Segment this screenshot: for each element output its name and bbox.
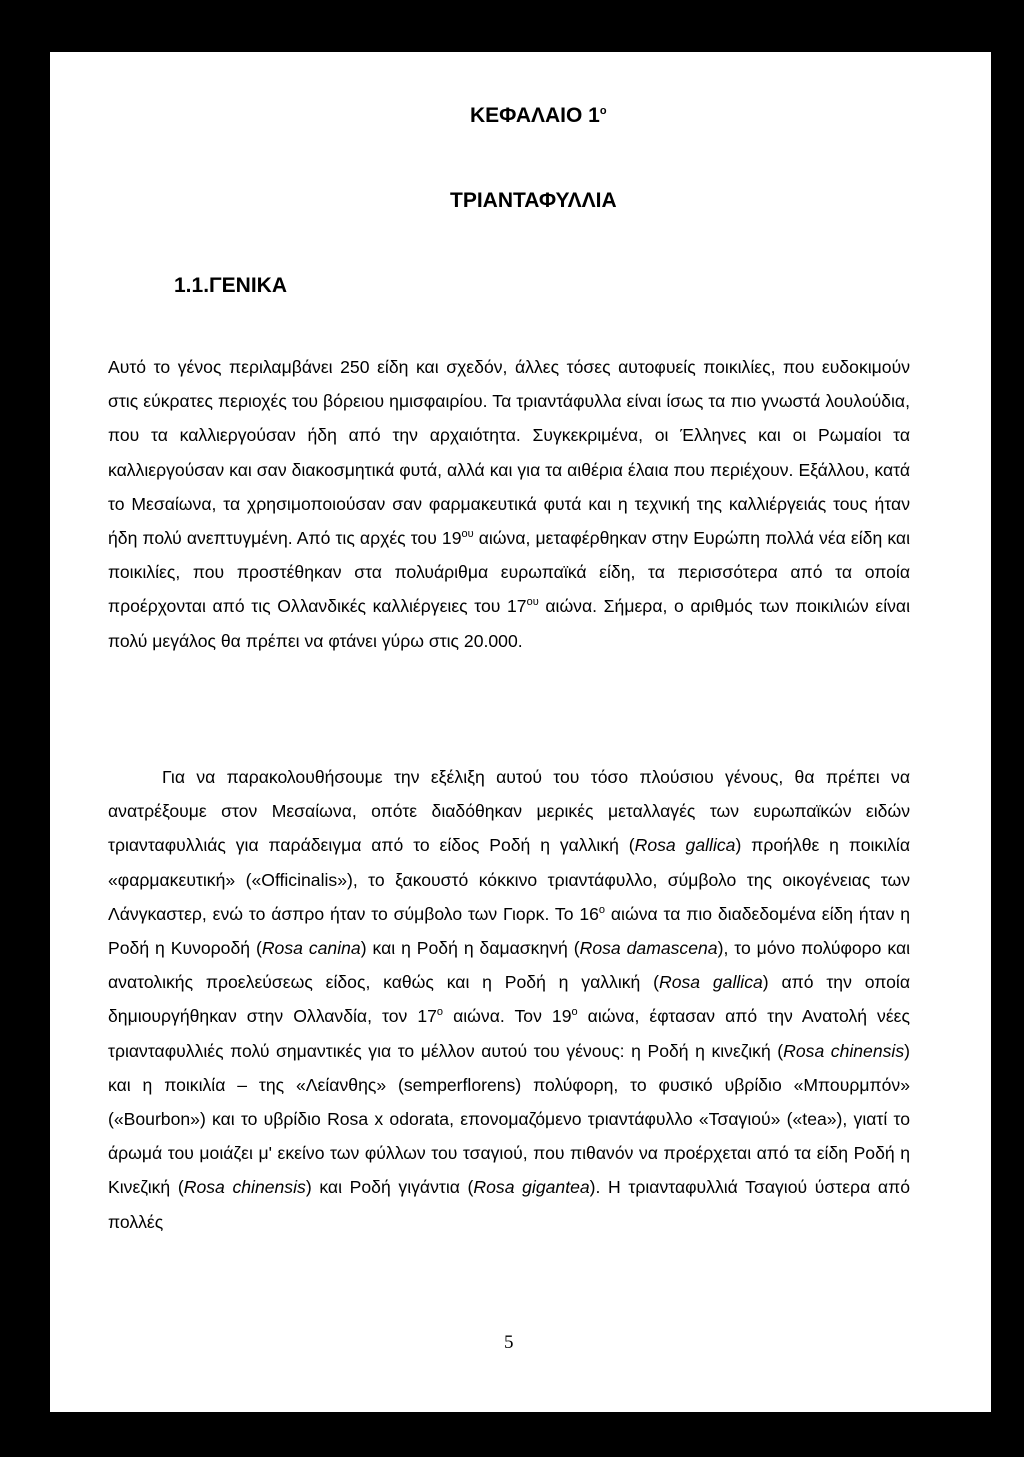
ordinal-superscript: ου (461, 528, 474, 541)
text-run: ). Η τριανταφυλλιά Τσαγιού ύστερα από πολλές (108, 1177, 910, 1232)
text-run: ) προήλθε η ποικιλία «φαρμακευτική» («Officinalis»), το ξακουστό κόκκινο τριαντάφυλλο, σύμβολο της οικογένειας των Λάνγκαστερ, ενώ το άσπρο ήταν το σύμβολο των Γιορκ. Το 16 (108, 835, 910, 924)
latin-species-name: Rosa damascena (579, 938, 718, 959)
latin-species-name: Rosa canina (261, 938, 361, 959)
text-run: ) και η Ροδή η δαμασκηνή ( (360, 938, 580, 959)
latin-species-name: Rosa chinensis (183, 1177, 306, 1198)
chapter-heading (470, 104, 607, 128)
text-run: αιώνα, μεταφέρθηκαν στην Ευρώπη πολλά νέα είδη και ποικιλίες, που προστέθηκαν στα πολυάριθμα ευρωπαϊκά είδη, τα περισσότερα από τα οποία προέρχονται από τις Ολλανδικές καλλιέργειες του 17 (108, 528, 910, 617)
text-run: ) και η ποικιλία – της «Λείανθης» (semperflorens) πολύφορη, το φυσικό υβρίδιο «Μπουρμπόν» («Bourbon») και το υβρίδιο Rosa x odorata, επονομαζόμενο τριαντάφυλλο «Τσαγιού» («tea»), γιατί το άρωμά του μοιάζει μ' εκείνο των φύλλων του τσαγιού, που πιθανόν να προέρχεται από τα είδη Ροδή η Κινεζική ( (108, 1040, 910, 1198)
ordinal-superscript: ο (571, 1006, 578, 1019)
ordinal-superscript: ο (598, 903, 606, 916)
paragraph-2 (108, 760, 910, 1239)
page-title: ΤΡΙΑΝΤΑΦΥΛΛΙΑ (450, 189, 617, 212)
ordinal-superscript: ου (526, 596, 539, 609)
ordinal-superscript: ο (436, 1006, 444, 1019)
text-run: Για να παρακολουθήσουμε την εξέλιξη αυτού του τόσο πλούσιου γένους, θα πρέπει να ανατρέξουμε στον Μεσαίωνα, οπότε διαδόθηκαν μερικές μεταλλαγές των ευρωπαϊκών ειδών τριανταφυλλιάς για παράδειγμα από το είδος Ροδή η γαλλική ( (108, 767, 910, 856)
text-run: ) από την οποία δημιουργήθηκαν στην Ολλανδία, τον 17 (108, 972, 910, 1027)
latin-species-name: Rosa gigantea (473, 1177, 590, 1198)
chapter-label: ΚΕΦΑΛΑΙΟ 1 (470, 104, 600, 127)
latin-species-name: Rosa gallica (634, 835, 736, 856)
latin-species-name: Rosa chinensis (783, 1040, 905, 1061)
section-heading: 1.1.ΓΕΝΙΚΑ (174, 274, 287, 297)
text-run: αιώνα. Σήμερα, ο αριθμός των ποικιλιών είναι πολύ μεγάλος θα πρέπει να φτάνει γύρω στις 20.000. (108, 596, 910, 651)
document-page (50, 52, 991, 1412)
text-run: αιώνα. Τον 19 (443, 1006, 572, 1027)
latin-species-name: Rosa gallica (659, 972, 763, 993)
text-run: ) και Ροδή γιγάντια ( (305, 1177, 474, 1198)
chapter-ordinal-sup: ο (599, 105, 607, 117)
paragraph-1 (108, 350, 910, 658)
page-number: 5 (504, 1332, 514, 1353)
text-run: ), το μόνο πολύφορο και ανατολικής προελεύσεως είδος, καθώς και η Ροδή η γαλλική ( (108, 938, 911, 993)
text-run: αιώνα τα πιο διαδεδομένα είδη ήταν η Ροδή η Κυνοροδή ( (108, 903, 911, 959)
text-run: Αυτό το γένος περιλαμβάνει 250 είδη και σχεδόν, άλλες τόσες αυτοφυείς ποικιλίες, που ευδοκιμούν στις εύκρατες περιοχές του βόρειου ημισφαιρίου. Τα τριαντάφυλλα είναι ίσως τα πιο γνωστά λουλούδια, που τα καλλιεργούσαν ήδη από την αρχαιότητα. Συγκεκριμένα, οι Έλληνες και οι Ρωμαίοι τα καλλιεργούσαν και σαν διακοσμητικά φυτά, αλλά και για τα αιθέρια έλαια που περιέχουν. Εξάλλου, κατά το Μεσαίωνα, τα χρησιμοποιούσαν σαν φαρμακευτικά φυτά και η τεχνική της καλλιέργειάς τους ήταν ήδη πολύ ανεπτυγμένη. Από τις αρχές του 19 (108, 357, 910, 549)
text-run: αιώνα, έφτασαν από την Ανατολή νέες τριανταφυλλιές πολύ σημαντικές για το μέλλον αυτού του γένους: η Ροδή η κινεζική ( (108, 1006, 910, 1061)
